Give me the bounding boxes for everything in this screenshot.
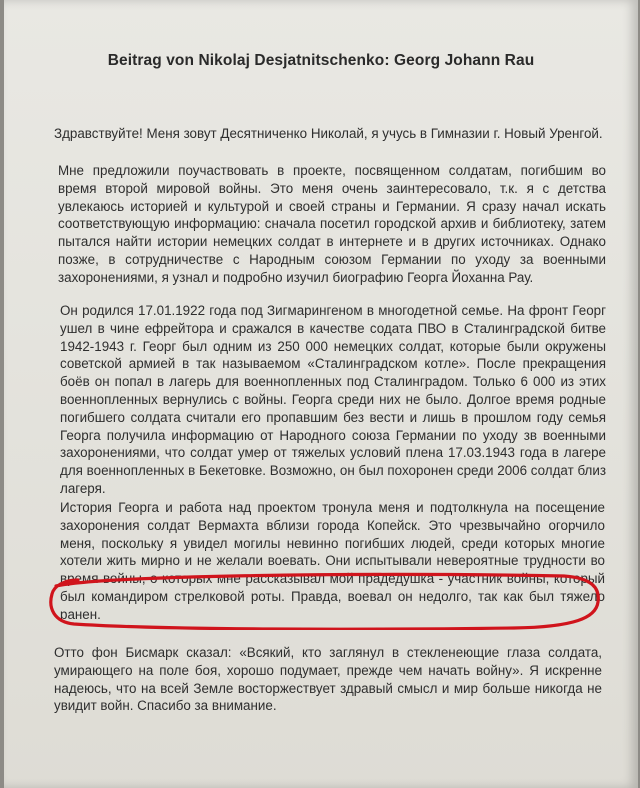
paragraph-visit: История Георга и работа над проектом тронула меня и подтолкнула на посещение захоронения солдат Вермахта вблизи города Копейск. Это чрезвычайно огорчило меня, поскольку я увидел могилы невинно погибших людей, среди которых многие хотели жить мирно и не желали воевать. Они испытывали невероятные трудности во время войны, о которых мне рассказывал мой прадедушка - участник войны, который был командиром стрелковой роты. Правда, воевал он недолго, так как был тяжело ранен. [60,500,605,622]
paragraph-project-intro: Мне предложили поучаствовать в проекте, посвященном солдатам, погибшим во время второй мировой войны. Это меня очень заинтересовало, т.к. я с детства увлекаюсь историей и культурой и своей страны и Германии. Я сразу начал искать соответствующую информацию: сначала посетил городской архив и библиотеку, затем пытался найти истории немецких солдат в интернете и в других источниках. Однако позже, в сотрудничестве с Народным союзом Германии по уходу за военными захоронениями, я узнал и подробно изучил биографию Георга Йоханна Рау. [58,163,606,285]
paragraph-closing: Отто фон Бисмарк сказал: «Всякий, кто заглянул в стекленеющие глаза солдата, умирающего на поле боя, хорошо подумает, прежде чем начать войну». Я искренне надеюсь, что на всей Земле восторжествует здравый смысл и мир больше никогда не увидит войн. Спасибо за внимание. [54,645,602,714]
paragraph-biography: Он родился 17.01.1922 года под Зигмарингеном в многодетной семье. На фронт Георг ушел в чине ефрейтора и сражался в качестве содата ПВО в Сталинградской битве 1942-1943 г. Георг был одним из 250 000 немецких солдат, которые были окружены советской армией в так называемом «Сталинградском котле». После прекращения боёв он попал в лагерь для военнопленных под Сталинградом. Только 6 000 из этих военнопленных вернулись с войны. Георга среди них не было. Долгое время родные погибшего солдата считали его пропавшим без вести и лишь в прошлом году семья Георга получила информацию от Народного союза Германии по уходу зв военными захоронениями, что солдат умер от тяжелых условий плена 17.03.1943 года в лагере для военнопленных в Бекетовке. Возможно, он был похоронен среди 2006 солдат близ лагеря. [60,303,606,496]
document-title: Beitrag von Nikolaj Desjatnitschenko: Georg Johann Rau [107,52,535,69]
paragraph-greeting: Здравствуйте! Меня зовут Десятниченко Николай, я учусь в Гимназии г. Новый Уренгой. [54,126,603,141]
document-page [4,0,638,788]
